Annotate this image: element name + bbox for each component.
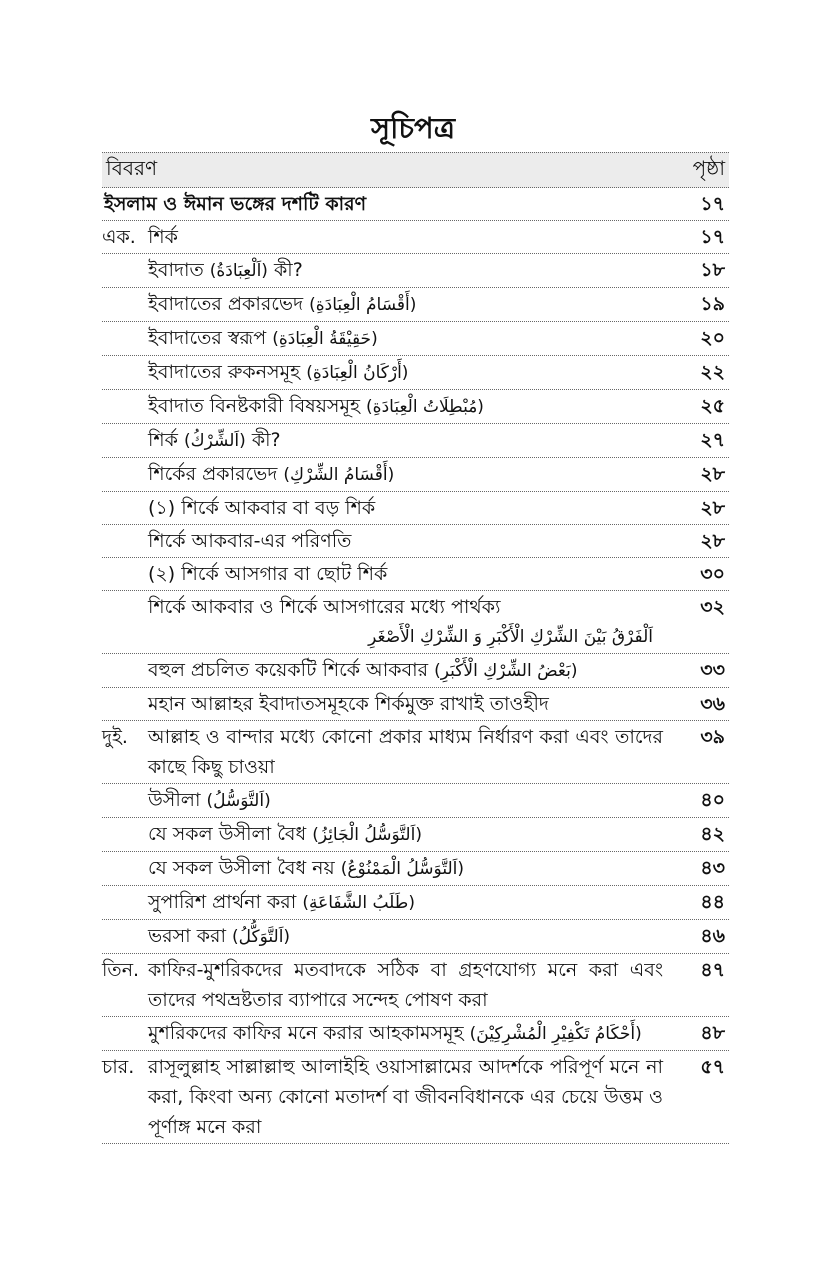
page-number: ১৭: [700, 226, 725, 248]
arabic-term: (أَحْكَامُ تَكْفِيْرِ الْمُشْرِكِيْنَ): [469, 1024, 642, 1044]
toc-row[interactable]: [102, 654, 729, 688]
toc-row[interactable]: [102, 356, 729, 390]
page-number: ৪৭: [700, 959, 725, 981]
toc-entry-label: [148, 921, 681, 952]
toc-entry-label: [148, 887, 681, 918]
page-number: ২৮: [700, 463, 725, 485]
entry-text: যে সকল উসীলা বৈধ নয়: [148, 857, 335, 879]
page-number: ৪৩: [700, 857, 725, 879]
chapter-number: চার.: [102, 1056, 135, 1078]
page-number: ৪২: [700, 823, 725, 845]
page-number: ২৫: [700, 395, 725, 417]
entry-text: শির্কে আকবার-এর পরিণতি: [148, 530, 352, 552]
arabic-term: (اَلتَّوَسُّلُ الْمَمْنُوْعُ): [340, 859, 464, 879]
toc-row[interactable]: [102, 852, 729, 886]
toc-row[interactable]: [102, 525, 729, 558]
toc-row[interactable]: [102, 322, 729, 356]
header-page: পৃষ্ঠা: [692, 155, 725, 180]
toc-row[interactable]: [102, 591, 729, 654]
toc-entry-label: [148, 357, 681, 388]
toc-row[interactable]: [102, 458, 729, 492]
page-number: ৪৬: [700, 925, 725, 947]
entry-suffix: কী?: [273, 259, 303, 281]
page-number: ৩৩: [700, 659, 725, 681]
toc-row[interactable]: [102, 920, 729, 954]
page-number: ১৭: [700, 193, 725, 215]
arabic-term: (حَقِيْقَةُ الْعِبَادَةِ): [272, 329, 378, 349]
toc-entry-label: [148, 689, 681, 719]
chapter-label: রাসূলুল্লাহ সাল্লাল্লাহু আলাইহি ওয়াসাল্লামের আদর্শকে পরিপূর্ণ মনে না করা, কিংবা অন্য কোনো মতাদর্শ বা জীবনবিধানকে এর চেয়ে উত্তম ও পূর্ণাঙ্গ মনে করা: [148, 1056, 663, 1138]
entry-text: ভরসা করা: [148, 925, 226, 947]
toc-entry-label: [148, 323, 681, 354]
page-number: ৪০: [700, 789, 725, 811]
toc-entry-label: [148, 853, 681, 884]
chapter-label: শির্ক: [148, 226, 178, 248]
page-number: ৩৯: [700, 726, 725, 748]
toc-entry-label: [148, 785, 681, 816]
entry-text: শির্কে আকবার ও শির্কে আসগারের মধ্যে পার্থক্য: [148, 596, 501, 618]
toc-entry-label: [148, 526, 681, 556]
page-number: ২৮: [700, 530, 725, 552]
arabic-term: (اَلتَّوَسُّلُ): [206, 791, 271, 811]
arabic-term: (اَلتَّوَكُّلُ): [232, 927, 291, 947]
arabic-term: (أَقْسَامُ الْعِبَادَةِ): [309, 295, 417, 315]
toc-row[interactable]: [102, 558, 729, 591]
entry-text: ইবাদাত বিনষ্টকারী বিষয়সমূহ: [148, 395, 360, 417]
arabic-term: اَلْفَرْقُ بَيْنَ الشِّرْكِ الْأَكْبَرِ وَ الشِّرْكِ الْأَصْغَرِ: [368, 627, 653, 647]
page-number: ২০: [700, 327, 725, 349]
toc-entry-label: [148, 459, 681, 490]
page-number: ৩৬: [700, 693, 725, 715]
toc-row[interactable]: [102, 721, 729, 784]
arabic-term: (طَلَبُ الشَّفَاعَةِ): [302, 893, 415, 913]
toc-entry-label: [148, 391, 681, 422]
toc-body: [102, 188, 729, 1144]
toc-entry-label: [148, 255, 681, 286]
page-number: ৩০: [700, 563, 725, 585]
arabic-term: (أَرْكَانُ الْعِبَادَةِ): [306, 363, 409, 383]
toc-row[interactable]: [102, 221, 729, 254]
entry-text: শির্কের প্রকারভেদ: [148, 463, 278, 485]
toc-row[interactable]: [102, 1017, 729, 1051]
page-number: ৪৪: [700, 891, 725, 913]
toc-entry-label: [148, 592, 681, 652]
toc-row[interactable]: [102, 784, 729, 818]
arabic-term: (اَلْعِبَادَةُ): [209, 261, 268, 281]
toc-row[interactable]: [102, 254, 729, 288]
page-number: ৫৭: [700, 1056, 725, 1078]
toc-entry-label: ইসলাম ও ঈমান ভঙ্গের দশটি কারণ: [104, 193, 367, 215]
entry-text: মুশরিকদের কাফির মনে করার আহকামসমূহ: [148, 1022, 464, 1044]
entry-text: (১) শির্কে আকবার বা বড় শির্ক: [148, 497, 376, 519]
page-number: ৩২: [700, 596, 725, 618]
toc-entry-label: [148, 289, 681, 320]
toc-row[interactable]: [102, 288, 729, 322]
entry-text: ইবাদাত: [148, 259, 204, 281]
page-number: ২৭: [700, 429, 725, 451]
page-title: সূচিপত্র: [370, 111, 456, 145]
entry-text: উসীলা: [148, 789, 201, 811]
toc-row[interactable]: [102, 390, 729, 424]
entry-text: ইবাদাতের রুকনসমূহ: [148, 361, 301, 383]
toc-row[interactable]: [102, 886, 729, 920]
toc-entry-label: [148, 1018, 681, 1049]
chapter-label: কাফির-মুশরিকদের মতবাদকে সঠিক বা গ্রহণযোগ্য মনে করা এবং তাদের পথভ্রষ্টতার ব্যাপারে সন্দেহ পোষণ করা: [148, 959, 663, 1011]
toc-entry-label: [148, 425, 681, 456]
entry-text: ইবাদাতের প্রকারভেদ: [148, 293, 304, 315]
arabic-term: (اَلشِّرْكُ): [184, 431, 246, 451]
page-number: ২৮: [700, 497, 725, 519]
toc-entry-label: [148, 493, 681, 523]
entry-suffix: কী?: [251, 429, 281, 451]
page-number: ১৯: [700, 293, 725, 315]
chapter-number: এক.: [102, 226, 136, 248]
entry-text: যে সকল উসীলা বৈধ: [148, 823, 307, 845]
entry-text: ইবাদাতের স্বরূপ: [148, 327, 267, 349]
toc-entry-label: [148, 819, 681, 850]
page-number: ৪৮: [700, 1022, 725, 1044]
entry-text: মহান আল্লাহর ইবাদাতসমূহকে শির্কমুক্ত রাখাই তাওহীদ: [148, 693, 549, 715]
page-number: ১৮: [700, 259, 725, 281]
chapter-number: তিন.: [102, 959, 140, 981]
toc-row[interactable]: [102, 424, 729, 458]
toc-header: [102, 152, 729, 188]
toc-entry-label: [148, 655, 681, 686]
toc-row[interactable]: [102, 688, 729, 721]
entry-text: (২) শির্কে আসগার বা ছোট শির্ক: [148, 563, 388, 585]
arabic-term: (بَعْضُ الشِّرْكِ الْأَكْبَرِ): [434, 661, 578, 681]
arabic-term: (اَلتَّوَسُّلُ الْجَائِزُ): [312, 825, 422, 845]
toc-row[interactable]: [102, 954, 729, 1017]
entry-text: শির্ক: [148, 429, 178, 451]
page-number: ২২: [700, 361, 725, 383]
entry-text: সুপারিশ প্রার্থনা করা: [148, 891, 297, 913]
toc-row[interactable]: [102, 188, 729, 221]
header-description: বিবরণ: [106, 155, 158, 180]
toc-entry-label: [148, 559, 681, 589]
toc-row[interactable]: [102, 818, 729, 852]
entry-text: বহুল প্রচলিত কয়েকটি শির্কে আকবার: [148, 659, 429, 681]
chapter-label: আল্লাহ ও বান্দার মধ্যে কোনো প্রকার মাধ্যম নির্ধারণ করা এবং তাদের কাছে কিছু চাওয়া: [148, 726, 663, 778]
chapter-number: দুই.: [102, 726, 128, 748]
toc-row[interactable]: [102, 1051, 729, 1144]
arabic-term: (أَقْسَامُ الشِّرْكِ): [283, 465, 395, 485]
arabic-term: (مُبْطِلَاتُ الْعِبَادَةِ): [366, 397, 484, 417]
toc-row[interactable]: [102, 492, 729, 525]
table-of-contents: [102, 152, 729, 1144]
